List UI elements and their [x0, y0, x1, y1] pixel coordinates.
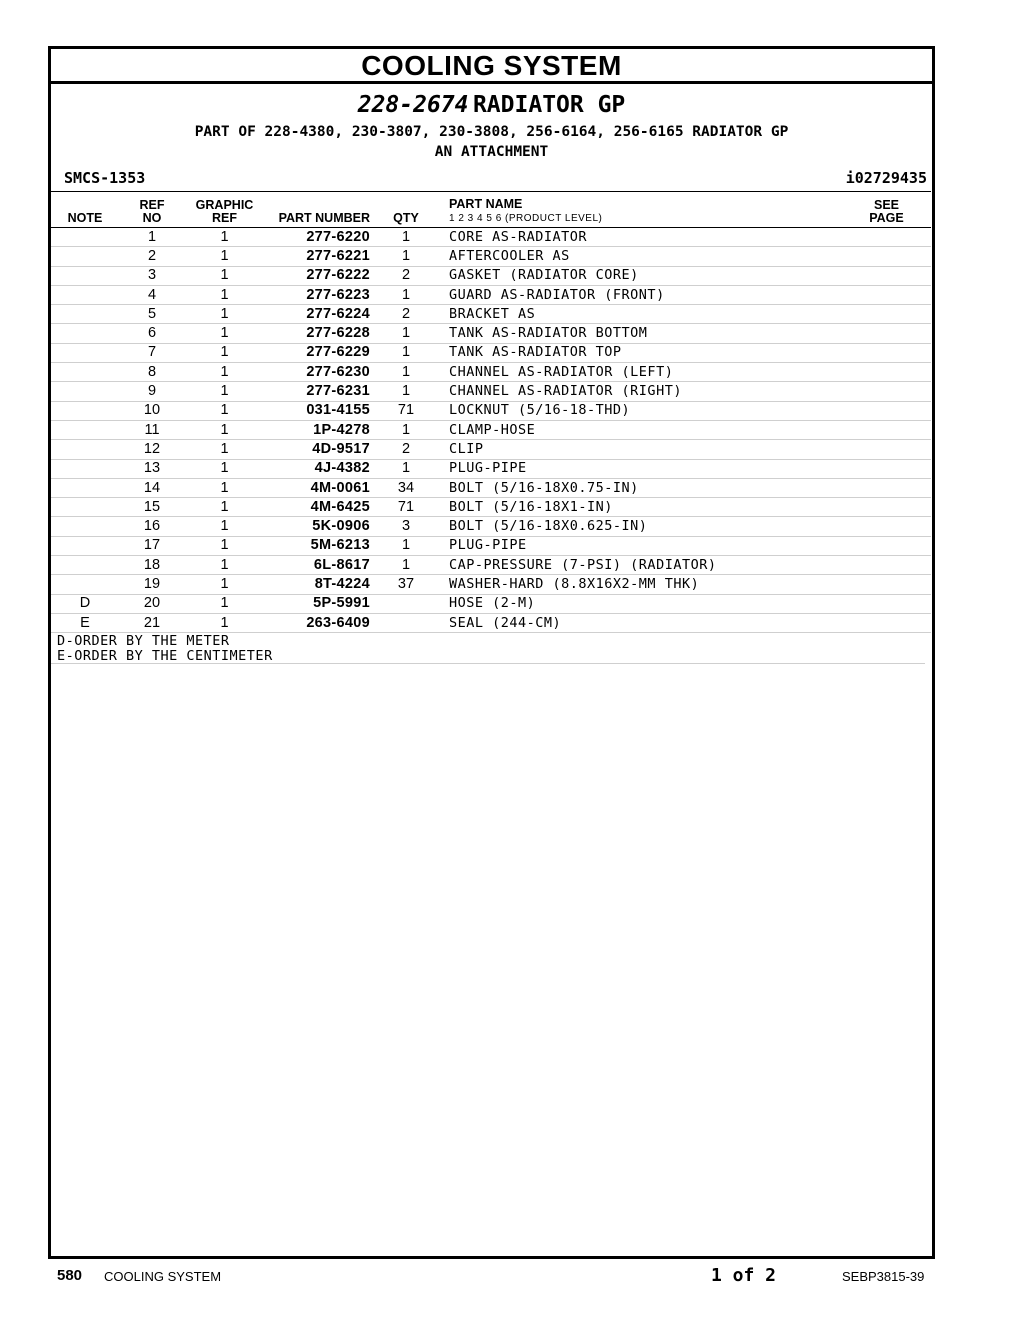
part-name-cell: GASKET (RADIATOR CORE) [432, 266, 842, 285]
see-page-cell [842, 266, 931, 285]
attachment-line: AN ATTACHMENT [434, 144, 549, 160]
table-row [51, 575, 931, 594]
note-cell [51, 266, 119, 285]
table-row [51, 556, 931, 575]
part-name-cell: PLUG-PIPE [432, 536, 842, 555]
graphic-ref-cell: 1 [185, 440, 264, 459]
see-page-cell [842, 285, 931, 304]
ref-no-cell: 2 [119, 247, 185, 266]
see-page-cell [842, 228, 931, 247]
qty-cell [380, 613, 432, 632]
info-id: i02729435 [845, 169, 927, 187]
parts-table-body [51, 228, 931, 633]
header-ref-no: REF NO [119, 192, 185, 228]
table-row [51, 420, 931, 439]
ref-no-cell: 9 [119, 382, 185, 401]
graphic-ref-cell: 1 [185, 343, 264, 362]
ref-no-cell: 10 [119, 401, 185, 420]
see-page-cell [842, 363, 931, 382]
part-name-cell: BOLT (5/16-18X0.625-IN) [432, 517, 842, 536]
graphic-ref-cell: 1 [185, 247, 264, 266]
graphic-ref-cell: 1 [185, 382, 264, 401]
note-cell [51, 498, 119, 517]
see-page-cell [842, 305, 931, 324]
part-number-cell: 277-6224 [264, 305, 380, 324]
note-cell [51, 285, 119, 304]
header-part-number: PART NUMBER [264, 192, 380, 228]
ref-no-cell: 15 [119, 498, 185, 517]
see-page-cell [842, 517, 931, 536]
graphic-ref-cell: 1 [185, 478, 264, 497]
see-page-cell [842, 343, 931, 362]
table-row [51, 343, 931, 362]
graphic-ref-cell: 1 [185, 266, 264, 285]
part-of-line: PART OF 228-4380, 230-3807, 230-3808, 256-6164, 256-6165 RADIATOR GP [194, 124, 789, 140]
graphic-ref-cell: 1 [185, 536, 264, 555]
graphic-ref-cell: 1 [185, 594, 264, 613]
note-cell [51, 343, 119, 362]
ref-no-cell: 11 [119, 420, 185, 439]
note-cell [51, 536, 119, 555]
part-number-cell: 277-6222 [264, 266, 380, 285]
table-row [51, 536, 931, 555]
group-number: 228-2674 [357, 92, 469, 118]
smcs-code: SMCS-1353 [64, 169, 146, 187]
part-number-cell: 5M-6213 [264, 536, 380, 555]
graphic-ref-cell: 1 [185, 575, 264, 594]
see-page-cell [842, 536, 931, 555]
table-row [51, 459, 931, 478]
part-name-cell: GUARD AS-RADIATOR (FRONT) [432, 285, 842, 304]
page-frame [48, 46, 935, 1259]
section-title: COOLING SYSTEM [361, 50, 622, 81]
see-page-cell [842, 594, 931, 613]
ref-no-cell: 21 [119, 613, 185, 632]
part-name-cell: BOLT (5/16-18X1-IN) [432, 498, 842, 517]
footer-section: COOLING SYSTEM [104, 1269, 222, 1284]
pager: 1 of 2 [711, 1265, 777, 1286]
note-cell: D [51, 594, 119, 613]
table-row [51, 266, 931, 285]
order-notes [51, 633, 925, 664]
qty-cell: 2 [380, 305, 432, 324]
header-part-name: PART NAME 1 2 3 4 5 6 (PRODUCT LEVEL) [432, 192, 842, 228]
qty-cell: 2 [380, 440, 432, 459]
ref-no-cell: 8 [119, 363, 185, 382]
ref-no-cell: 12 [119, 440, 185, 459]
part-number-cell: 277-6229 [264, 343, 380, 362]
part-name-cell: PLUG-PIPE [432, 459, 842, 478]
table-row [51, 478, 931, 497]
document-id: SEBP3815-39 [842, 1269, 925, 1284]
qty-cell: 71 [380, 498, 432, 517]
graphic-ref-cell: 1 [185, 498, 264, 517]
header-graphic-ref: GRAPHIC REF [185, 192, 264, 228]
part-number-cell: 4J-4382 [264, 459, 380, 478]
ref-no-cell: 14 [119, 478, 185, 497]
note-line: D-ORDER BY THE METER [57, 633, 230, 650]
part-number-cell: 4M-0061 [264, 478, 380, 497]
part-name-cell: CLAMP-HOSE [432, 420, 842, 439]
note-cell [51, 420, 119, 439]
note-cell [51, 305, 119, 324]
ref-no-cell: 16 [119, 517, 185, 536]
qty-cell: 71 [380, 401, 432, 420]
graphic-ref-cell: 1 [185, 305, 264, 324]
header-see-page: SEE PAGE [842, 192, 931, 228]
ref-no-cell: 18 [119, 556, 185, 575]
graphic-ref-cell: 1 [185, 228, 264, 247]
part-name-cell: BRACKET AS [432, 305, 842, 324]
header-qty: QTY [380, 192, 432, 228]
table-row [51, 285, 931, 304]
qty-cell: 1 [380, 556, 432, 575]
see-page-cell [842, 613, 931, 632]
part-name-cell: TANK AS-RADIATOR TOP [432, 343, 842, 362]
see-page-cell [842, 459, 931, 478]
product-levels: 1 2 3 4 5 6 (PRODUCT LEVEL) [449, 213, 603, 224]
group-name: RADIATOR GP [472, 92, 626, 118]
qty-cell: 3 [380, 517, 432, 536]
see-page-cell [842, 247, 931, 266]
part-name-cell: TANK AS-RADIATOR BOTTOM [432, 324, 842, 343]
part-name-cell: AFTERCOOLER AS [432, 247, 842, 266]
table-row [51, 228, 931, 247]
part-name-cell: CHANNEL AS-RADIATOR (LEFT) [432, 363, 842, 382]
part-number-cell: 031-4155 [264, 401, 380, 420]
ref-no-cell: 19 [119, 575, 185, 594]
table-row [51, 363, 931, 382]
part-number-cell: 277-6223 [264, 285, 380, 304]
qty-cell: 1 [380, 228, 432, 247]
part-name-cell: CHANNEL AS-RADIATOR (RIGHT) [432, 382, 842, 401]
smcs-row [51, 165, 932, 191]
page-footer [0, 1265, 1020, 1289]
graphic-ref-cell: 1 [185, 459, 264, 478]
table-row [51, 440, 931, 459]
qty-cell: 34 [380, 478, 432, 497]
qty-cell [380, 594, 432, 613]
graphic-ref-cell: 1 [185, 420, 264, 439]
part-number-cell: 277-6230 [264, 363, 380, 382]
ref-no-cell: 1 [119, 228, 185, 247]
ref-no-cell: 5 [119, 305, 185, 324]
part-name-cell: WASHER-HARD (8.8X16X2-MM THK) [432, 575, 842, 594]
table-row [51, 594, 931, 613]
part-name-cell: LOCKNUT (5/16-18-THD) [432, 401, 842, 420]
table-row [51, 324, 931, 343]
table-row [51, 305, 931, 324]
note-cell [51, 517, 119, 536]
note-cell [51, 575, 119, 594]
note-cell [51, 440, 119, 459]
part-number-cell: 277-6228 [264, 324, 380, 343]
part-name-cell: BOLT (5/16-18X0.75-IN) [432, 478, 842, 497]
ref-no-cell: 3 [119, 266, 185, 285]
graphic-ref-cell: 1 [185, 556, 264, 575]
note-cell: E [51, 613, 119, 632]
part-number-cell: 277-6221 [264, 247, 380, 266]
part-number-cell: 8T-4224 [264, 575, 380, 594]
part-number-cell: 277-6220 [264, 228, 380, 247]
part-number-cell: 4D-9517 [264, 440, 380, 459]
note-line: E-ORDER BY THE CENTIMETER [57, 648, 273, 665]
note-cell [51, 324, 119, 343]
qty-cell: 1 [380, 382, 432, 401]
see-page-cell [842, 575, 931, 594]
qty-cell: 1 [380, 420, 432, 439]
part-name-cell: CLIP [432, 440, 842, 459]
ref-no-cell: 7 [119, 343, 185, 362]
see-page-cell [842, 382, 931, 401]
graphic-ref-cell: 1 [185, 613, 264, 632]
ref-no-cell: 6 [119, 324, 185, 343]
graphic-ref-cell: 1 [185, 324, 264, 343]
table-header-row [51, 192, 931, 228]
ref-no-cell: 17 [119, 536, 185, 555]
parts-table [51, 191, 931, 633]
see-page-cell [842, 556, 931, 575]
table-row [51, 498, 931, 517]
part-number-cell: 1P-4278 [264, 420, 380, 439]
graphic-ref-cell: 1 [185, 517, 264, 536]
table-row [51, 613, 931, 632]
graphic-ref-cell: 1 [185, 363, 264, 382]
see-page-cell [842, 324, 931, 343]
group-title [51, 92, 932, 120]
qty-cell: 1 [380, 247, 432, 266]
note-cell [51, 459, 119, 478]
see-page-cell [842, 440, 931, 459]
ref-no-cell: 4 [119, 285, 185, 304]
part-number-cell: 5K-0906 [264, 517, 380, 536]
part-number-cell: 5P-5991 [264, 594, 380, 613]
qty-cell: 2 [380, 266, 432, 285]
table-row [51, 382, 931, 401]
note-cell [51, 247, 119, 266]
part-number-cell: 4M-6425 [264, 498, 380, 517]
qty-cell: 1 [380, 459, 432, 478]
see-page-cell [842, 401, 931, 420]
see-page-cell [842, 420, 931, 439]
note-cell [51, 401, 119, 420]
table-row [51, 401, 931, 420]
header-note: NOTE [51, 192, 119, 228]
part-number-cell: 277-6231 [264, 382, 380, 401]
ref-no-cell: 20 [119, 594, 185, 613]
section-title-bar [51, 49, 932, 84]
see-page-cell [842, 498, 931, 517]
graphic-ref-cell: 1 [185, 401, 264, 420]
part-number-cell: 6L-8617 [264, 556, 380, 575]
note-cell [51, 228, 119, 247]
note-cell [51, 363, 119, 382]
graphic-ref-cell: 1 [185, 285, 264, 304]
note-cell [51, 478, 119, 497]
part-name-cell: CAP-PRESSURE (7-PSI) (RADIATOR) [432, 556, 842, 575]
page-number: 580 [57, 1267, 83, 1284]
ref-no-cell: 13 [119, 459, 185, 478]
qty-cell: 1 [380, 285, 432, 304]
qty-cell: 1 [380, 324, 432, 343]
qty-cell: 1 [380, 343, 432, 362]
note-cell [51, 382, 119, 401]
see-page-cell [842, 478, 931, 497]
table-row [51, 517, 931, 536]
part-number-cell: 263-6409 [264, 613, 380, 632]
qty-cell: 1 [380, 363, 432, 382]
part-name-cell: SEAL (244-CM) [432, 613, 842, 632]
qty-cell: 37 [380, 575, 432, 594]
part-name-cell: CORE AS-RADIATOR [432, 228, 842, 247]
table-row [51, 247, 931, 266]
part-name-cell: HOSE (2-M) [432, 594, 842, 613]
note-cell [51, 556, 119, 575]
qty-cell: 1 [380, 536, 432, 555]
